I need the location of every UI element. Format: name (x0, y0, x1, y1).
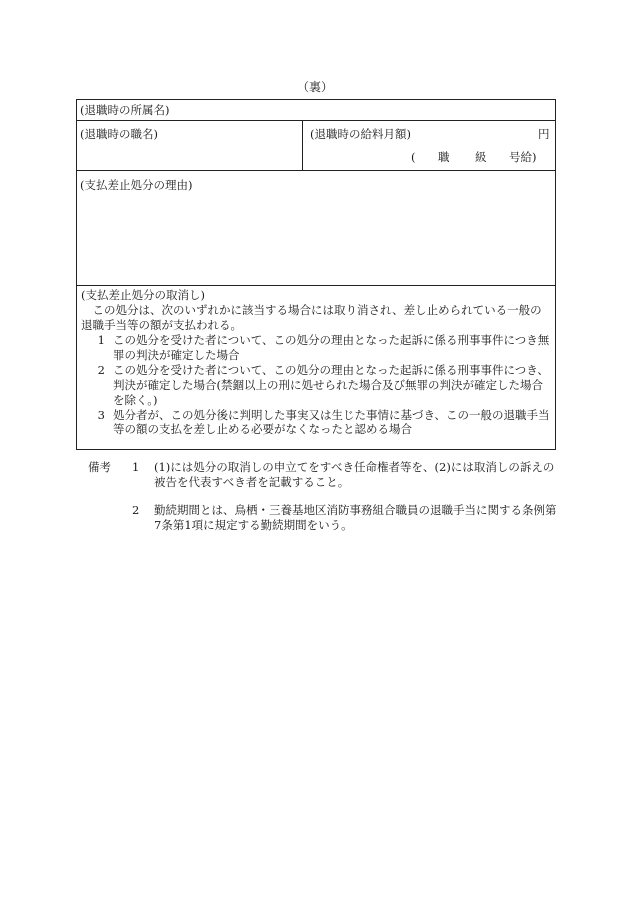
cancellation-clause (81, 408, 551, 438)
column-divider-salary (302, 120, 303, 170)
remark-text: (1)には処分の取消しの申立てをすべき任命権者等を、(2)には取消しの訴えの被告を代表すべき者を記載すること。 (154, 460, 555, 489)
cancellation-clause (81, 363, 551, 408)
grade-open-paren: ( (411, 150, 416, 164)
salary-label: (退職時の給料月額) (310, 127, 411, 141)
remark-text: 勤続期間とは、鳥栖・三養基地区消防事務組合職員の退職手当に関する条例第7条第1項に規定する勤続期間をいう。 (154, 502, 557, 532)
remark-number: 2 (132, 502, 140, 517)
row-divider-position (77, 170, 555, 171)
grade-step-unit: 号給) (509, 150, 537, 164)
clause-text: この処分を受けた者について、この処分の理由となった起訴に係る刑事事件につき無罪の判決が確定した場合 (113, 332, 550, 362)
reason-label: (支払差止処分の理由) (80, 178, 193, 192)
clause-text: 処分者が、この処分後に判明した事実又は生じた事情に基づき、この一般の退職手当等の額の支払を差し止める必要がなくなったと認める場合 (113, 407, 550, 437)
remark-number: 1 (132, 460, 140, 474)
grade-class-unit: 職 (438, 150, 450, 164)
remarks-heading: 備考 (88, 460, 111, 474)
page-side-heading: （裏） (296, 80, 333, 94)
remark-item (88, 503, 558, 533)
clause-number: 2 (97, 362, 105, 377)
withholding-form-table (76, 99, 556, 450)
cancellation-label: (支払差止処分の取消し) (81, 288, 205, 302)
cancellation-lead-text: この処分は、次のいずれかに該当する場合には取り消され、差し止められている一般の退職手当等の額が支払われる。 (81, 302, 542, 332)
remarks-section (88, 460, 558, 546)
grade-level-unit: 級 (475, 150, 487, 164)
clause-text: この処分を受けた者について、この処分の理由となった起訴に係る刑事事件につき、判決が確定した場合(禁錮以上の刑に処せられた場合及び無罪の判決が確定した場合を除く。) (113, 362, 549, 407)
cancellation-clause (81, 333, 551, 363)
affiliation-label: (退職時の所属名) (80, 103, 170, 117)
position-label: (退職時の職名) (80, 127, 158, 141)
clause-number: 3 (97, 407, 105, 422)
remarks-spacer (88, 503, 132, 533)
row-divider-affiliation (77, 120, 555, 121)
salary-unit: 円 (538, 127, 550, 141)
cancellation-section (81, 288, 551, 437)
row-divider-reason (77, 285, 555, 286)
remark-item (88, 460, 558, 490)
clause-number: 1 (97, 332, 105, 347)
